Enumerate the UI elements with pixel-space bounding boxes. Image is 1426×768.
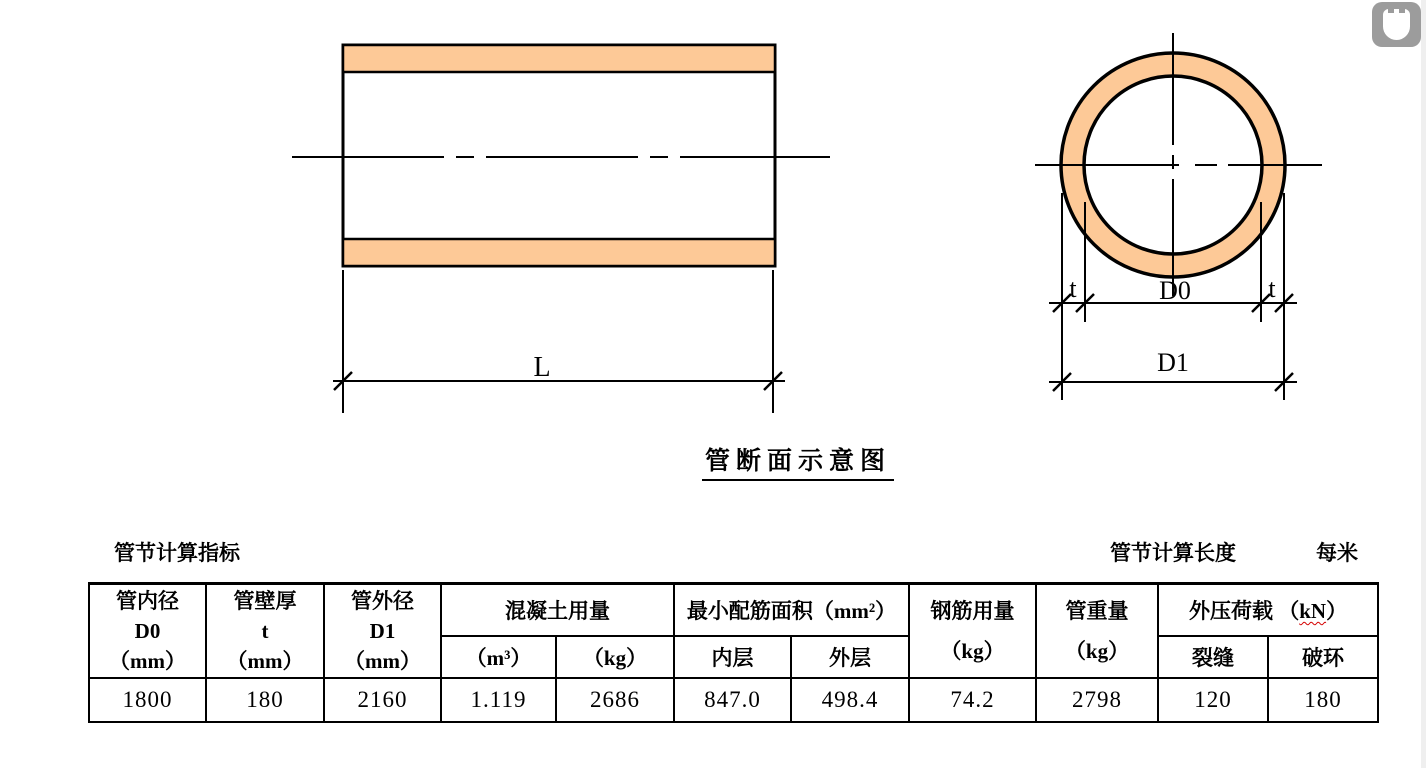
usb-device-icon bbox=[1383, 9, 1410, 40]
header-unit: （kg） bbox=[940, 638, 1005, 663]
value-rebar-usage: 74.2 bbox=[909, 678, 1036, 722]
header-unit: （mm） bbox=[109, 648, 186, 673]
header-cell-concrete-volume-unit: （m³） bbox=[441, 636, 556, 678]
header-text: 管外径 bbox=[351, 588, 414, 613]
dim-label-L: L bbox=[533, 352, 551, 383]
table-header-row-1 bbox=[89, 584, 1378, 636]
header-text: 外压荷载 （ bbox=[1188, 598, 1300, 623]
header-cell-pipe-weight bbox=[1036, 584, 1158, 678]
header-unit-kn: kN bbox=[1299, 598, 1327, 623]
header-cell-concrete-weight-unit: （kg） bbox=[556, 636, 674, 678]
header-cell-rebar-outer-layer: 外层 bbox=[791, 636, 909, 678]
table-title: 管节计算指标 bbox=[114, 541, 240, 565]
pipe-indicator-table bbox=[88, 582, 1379, 723]
header-text: 钢筋用量 bbox=[930, 598, 1015, 623]
header-text: 管重量 bbox=[1065, 598, 1129, 623]
header-symbol: t bbox=[261, 618, 269, 643]
value-outer-diameter: 2160 bbox=[324, 678, 441, 722]
usb-notch bbox=[1399, 9, 1405, 13]
header-cell-external-load bbox=[1158, 584, 1378, 636]
header-cell-load-crack: 裂缝 bbox=[1158, 636, 1268, 678]
table-data-row bbox=[89, 678, 1378, 722]
dim-label-D1: D1 bbox=[1157, 348, 1189, 377]
header-text: ） bbox=[1326, 598, 1348, 623]
header-unit: （mm） bbox=[344, 648, 421, 673]
value-pipe-weight: 2798 bbox=[1036, 678, 1158, 722]
pipe-side-view bbox=[292, 45, 830, 413]
value-concrete-volume: 1.119 bbox=[441, 678, 556, 722]
header-symbol: D0 bbox=[134, 618, 161, 643]
header-cell-concrete-usage: 混凝土用量 bbox=[441, 584, 674, 636]
header-cell-load-rupture: 破环 bbox=[1268, 636, 1378, 678]
dim-label-t-left: t bbox=[1069, 274, 1077, 303]
header-cell-rebar-inner-layer: 内层 bbox=[674, 636, 791, 678]
value-concrete-weight: 2686 bbox=[556, 678, 674, 722]
scrollbar-track[interactable] bbox=[1421, 0, 1426, 768]
header-cell-inner-diameter bbox=[89, 584, 206, 678]
pipe-wall-bottom bbox=[343, 239, 775, 266]
header-unit: （kg） bbox=[1064, 638, 1130, 663]
header-text: 管壁厚 bbox=[233, 588, 297, 613]
header-unit: （mm） bbox=[226, 648, 304, 673]
value-wall-thickness: 180 bbox=[206, 678, 324, 722]
pipe-wall-top bbox=[343, 45, 775, 72]
value-inner-diameter: 1800 bbox=[89, 678, 206, 722]
header-cell-wall-thickness bbox=[206, 584, 324, 678]
header-symbol: D1 bbox=[369, 618, 396, 643]
value-rebar-outer: 498.4 bbox=[791, 678, 909, 722]
value-load-crack: 120 bbox=[1158, 678, 1268, 722]
usb-device-overlay-button[interactable] bbox=[1372, 2, 1421, 47]
value-load-rupture: 180 bbox=[1268, 678, 1378, 722]
value-rebar-inner: 847.0 bbox=[674, 678, 791, 722]
figure-title: 管断面示意图 bbox=[702, 448, 894, 481]
dim-label-D0: D0 bbox=[1159, 276, 1191, 305]
header-cell-rebar-usage bbox=[909, 584, 1036, 678]
pipe-body-outline bbox=[343, 45, 775, 266]
pipe-section-view bbox=[1035, 33, 1322, 400]
segment-length-value: 每米 bbox=[1316, 541, 1358, 565]
segment-length-label: 管节计算长度 bbox=[1110, 541, 1236, 565]
header-cell-min-rebar-area: 最小配筋面积（mm²） bbox=[674, 584, 909, 636]
dim-label-t-right: t bbox=[1268, 274, 1276, 303]
usb-notch bbox=[1388, 9, 1394, 13]
header-text: 管内径 bbox=[116, 588, 179, 613]
header-cell-outer-diameter bbox=[324, 584, 441, 678]
